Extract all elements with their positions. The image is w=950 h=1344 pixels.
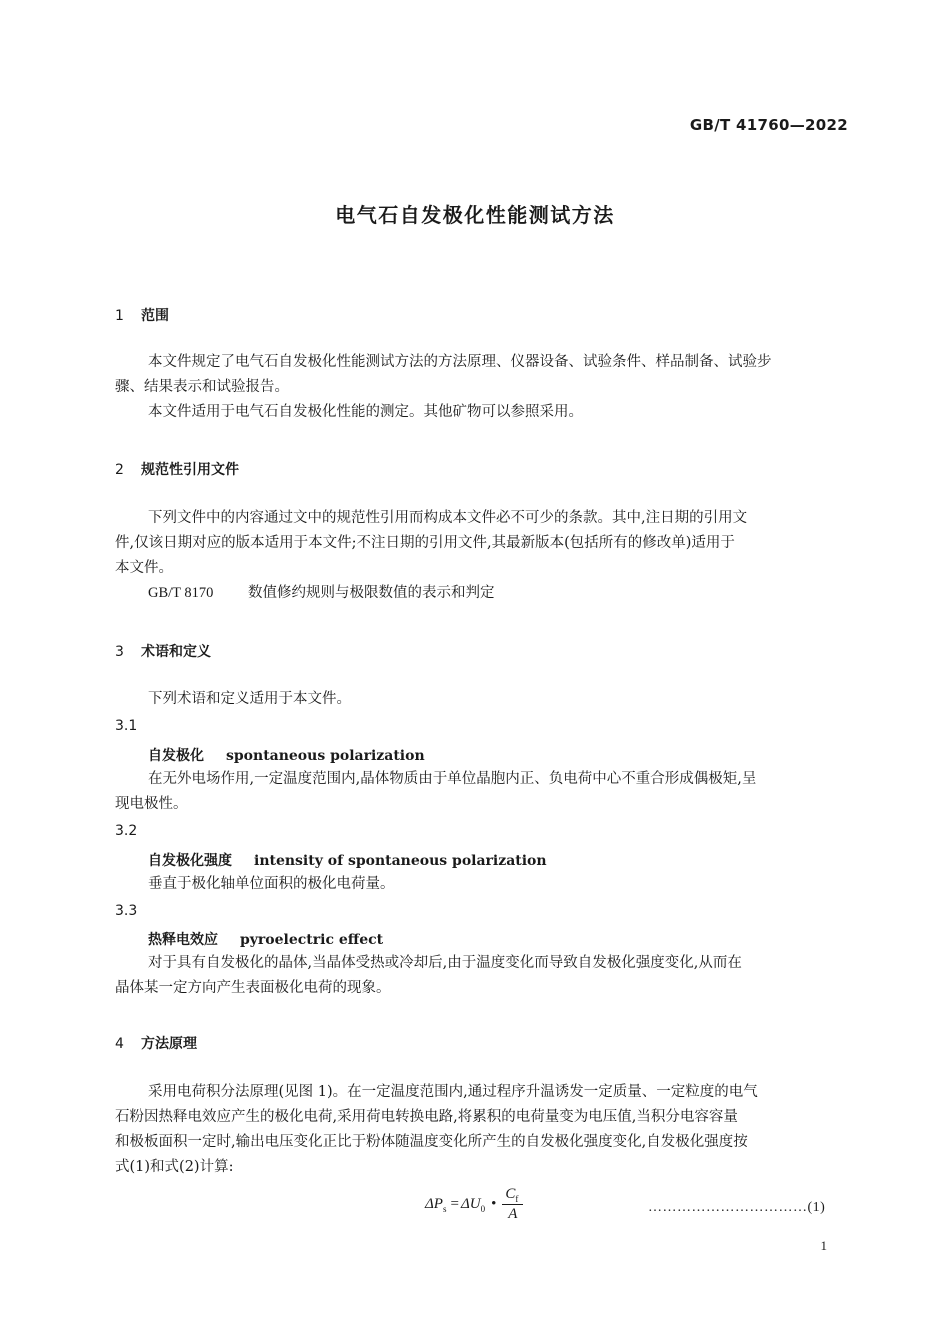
section-2-body [115,506,850,606]
standard-code: GB/T 41760—2022 [689,116,848,134]
paragraph-line: 在无外电场作用,一定温度范围内,晶体物质由于单位晶胞内正、负电荷中心不重合形成偶极矩,呈 [148,771,757,787]
term-3-3 [148,929,383,949]
formula-lhs: ΔP [425,1196,443,1212]
term-3-2-number: 3.2 [115,823,138,839]
term-3-2 [148,850,547,870]
paragraph-line: 对于具有自发极化的晶体,当晶体受热或冷却后,由于温度变化而导致自发极化强度变化,从而在 [148,955,742,971]
term-3-1-definition [115,767,850,817]
paragraph-line: 下列术语和定义适用于本文件。 [148,691,351,707]
fraction-denominator: A [508,1206,518,1222]
paragraph-line: 本文件规定了电气石自发极化性能测试方法的方法原理、仪器设备、试验条件、样品制备、试验步 [148,354,772,370]
paragraph-line: 和极板面积一定时,输出电压变化正比于粉体随温度变化所产生的自发极化强度变化,自发极化强度按 [115,1134,748,1150]
formula-lhs-subscript: s [442,1203,447,1214]
equation-number: ……………………………(1) [648,1200,826,1215]
section-title: 范围 [141,308,169,324]
page-number: 1 [820,1238,827,1253]
paragraph-line: 石粉因热释电效应产生的极化电荷,采用荷电转换电路,将累积的电荷量变为电压值,当积分电容容量 [115,1109,738,1125]
term-3-2-definition [115,872,850,897]
term-chinese: 自发极化 [148,748,204,764]
section-3-intro [115,687,850,712]
paragraph-line: 垂直于极化轴单位面积的极化电荷量。 [148,876,395,892]
paragraph-line: 式(1)和式(2)计算: [115,1159,234,1175]
formula-fraction [502,1186,523,1223]
term-english: pyroelectric effect [240,932,384,948]
section-title: 术语和定义 [141,644,211,660]
formula-equals: = [450,1196,459,1212]
paragraph-line: 本文件适用于电气石自发极化性能的测定。其他矿物可以参照采用。 [148,404,583,420]
term-3-3-number: 3.3 [115,903,138,919]
term-chinese: 热释电效应 [148,932,218,948]
formula-dot: • [491,1196,497,1212]
section-title: 规范性引用文件 [141,462,239,478]
term-3-3-definition [115,951,850,1001]
term-chinese: 自发极化强度 [148,853,232,869]
section-3-heading [115,641,211,661]
section-number: 2 [115,462,124,478]
term-english: spontaneous polarization [226,748,425,764]
section-1-body [115,350,850,425]
section-number: 3 [115,644,124,660]
numerator-subscript: f [515,1194,519,1204]
section-4-body [115,1080,850,1180]
reference-title: 数值修约规则与极限数值的表示和判定 [248,585,495,601]
formula-rhs-subscript: 0 [480,1203,486,1214]
formula-rhs: ΔU [460,1196,481,1212]
section-2-heading [115,459,239,479]
paragraph-line: 下列文件中的内容通过文中的规范性引用而构成本文件必不可少的条款。其中,注日期的引用文 [148,510,748,526]
normative-reference [115,581,850,606]
section-title: 方法原理 [141,1036,197,1052]
numerator-symbol: C [505,1186,516,1202]
reference-code: GB/T 8170 [148,585,214,601]
paragraph-line: 件,仅该日期对应的版本适用于本文件;不注日期的引用文件,其最新版本(包括所有的修改单)适用于 [115,535,735,551]
section-4-heading [115,1033,197,1053]
fraction-numerator [502,1186,523,1205]
paragraph-line: 晶体某一定方向产生表面极化电荷的现象。 [115,980,391,996]
section-1-heading [115,305,169,325]
paragraph-line: 现电极性。 [115,796,188,812]
section-number: 4 [115,1036,124,1052]
term-3-1-number: 3.1 [115,718,138,734]
paragraph-line: 骤、结果表示和试验报告。 [115,379,289,395]
section-number: 1 [115,308,124,324]
paragraph-line: 采用电荷积分法原理(见图 1)。在一定温度范围内,通过程序升温诱发一定质量、一定粒度的电气 [148,1084,758,1100]
document-title: 电气石自发极化性能测试方法 [335,203,615,227]
term-english: intensity of spontaneous polarization [254,853,547,869]
formula-1 [425,1186,523,1223]
term-3-1 [148,745,425,765]
paragraph-line: 本文件。 [115,560,173,576]
